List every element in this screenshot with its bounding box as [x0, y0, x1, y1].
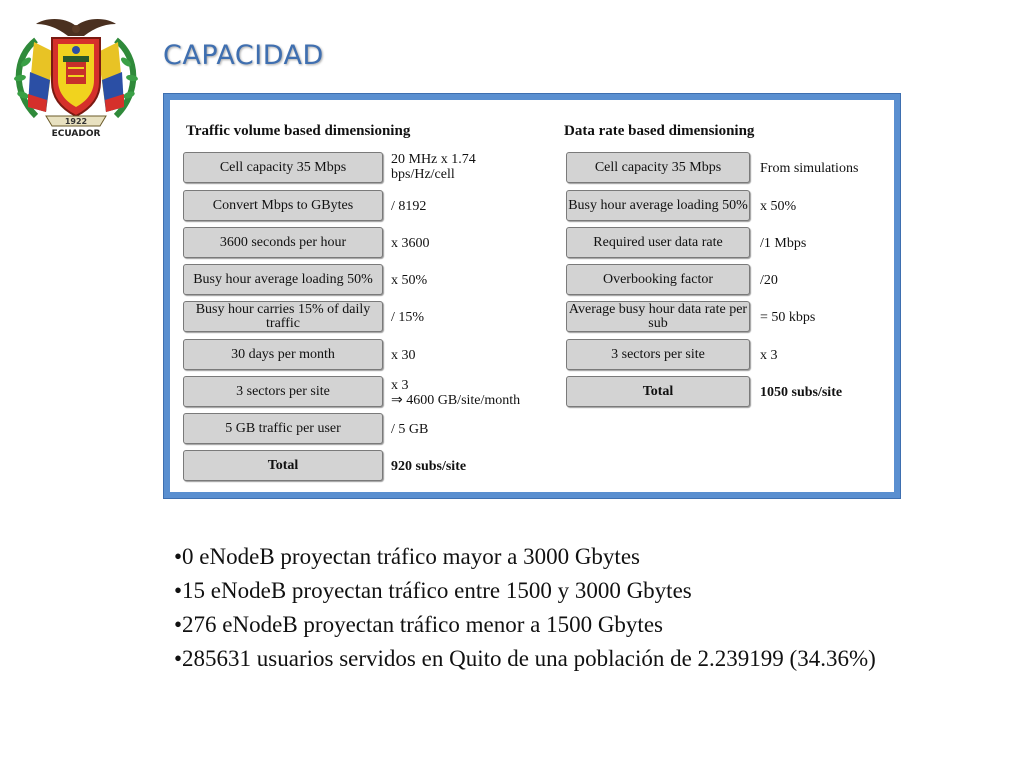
left-box-busy-carries: Busy hour carries 15% of daily traffic	[183, 301, 383, 332]
right-box-user-rate: Required user data rate	[566, 227, 750, 258]
right-box-total: Total	[566, 376, 750, 407]
svg-text:1922: 1922	[64, 117, 88, 126]
right-note-total: 1050 subs/site	[760, 385, 843, 400]
right-note-busy-loading: x 50%	[760, 199, 797, 214]
left-box-convert: Convert Mbps to GBytes	[183, 190, 383, 221]
svg-text:ECUADOR: ECUADOR	[51, 129, 101, 138]
left-box-seconds: 3600 seconds per hour	[183, 227, 383, 258]
left-note-per-user: / 5 GB	[391, 422, 429, 437]
bullet-item: •0 eNodeB proyectan tráfico mayor a 3000 Gbytes	[174, 544, 640, 569]
data-rate-heading: Data rate based dimensioning	[564, 123, 755, 139]
right-note-overbooking: /20	[760, 273, 778, 288]
right-box-sectors: 3 sectors per site	[566, 339, 750, 370]
coat-of-arms-logo	[6, 12, 146, 138]
bullet-item: •285631 usuarios servidos en Quito de una población de 2.239199 (34.36%)	[174, 646, 876, 671]
left-note-total: 920 subs/site	[391, 459, 467, 474]
left-box-busy-loading: Busy hour average loading 50%	[183, 264, 383, 295]
right-note-cell-capacity: From simulations	[760, 161, 859, 176]
bullet-list	[174, 540, 938, 676]
right-box-overbooking: Overbooking factor	[566, 264, 750, 295]
right-box-avg-rate: Average busy hour data rate per sub	[566, 301, 750, 332]
traffic-volume-heading: Traffic volume based dimensioning	[186, 123, 411, 139]
left-box-cell-capacity: Cell capacity 35 Mbps	[183, 152, 383, 183]
right-box-busy-loading: Busy hour average loading 50%	[566, 190, 750, 221]
dimensioning-figure	[164, 94, 900, 498]
right-note-user-rate: /1 Mbps	[760, 236, 807, 251]
left-note-days: x 30	[391, 348, 416, 363]
left-note-busy-loading: x 50%	[391, 273, 428, 288]
bullet-item: •276 eNodeB proyectan tráfico menor a 1500 Gbytes	[174, 612, 663, 637]
left-note-convert: / 8192	[391, 199, 427, 214]
slide-title: CAPACIDAD	[163, 40, 324, 71]
right-note-avg-rate: = 50 kbps	[760, 310, 816, 325]
left-note-busy-carries: / 15%	[391, 310, 425, 325]
left-note-seconds: x 3600	[391, 236, 430, 251]
left-note-sectors: x 3 ⇒ 4600 GB/site/month	[391, 378, 521, 408]
left-box-total: Total	[183, 450, 383, 481]
left-box-sectors: 3 sectors per site	[183, 376, 383, 407]
right-note-sectors: x 3	[760, 348, 778, 363]
left-box-per-user: 5 GB traffic per user	[183, 413, 383, 444]
left-box-days: 30 days per month	[183, 339, 383, 370]
left-note-cell-capacity: 20 MHz x 1.74 bps/Hz/cell	[391, 152, 476, 182]
bullet-item: •15 eNodeB proyectan tráfico entre 1500 y 3000 Gbytes	[174, 578, 692, 603]
right-box-cell-capacity: Cell capacity 35 Mbps	[566, 152, 750, 183]
